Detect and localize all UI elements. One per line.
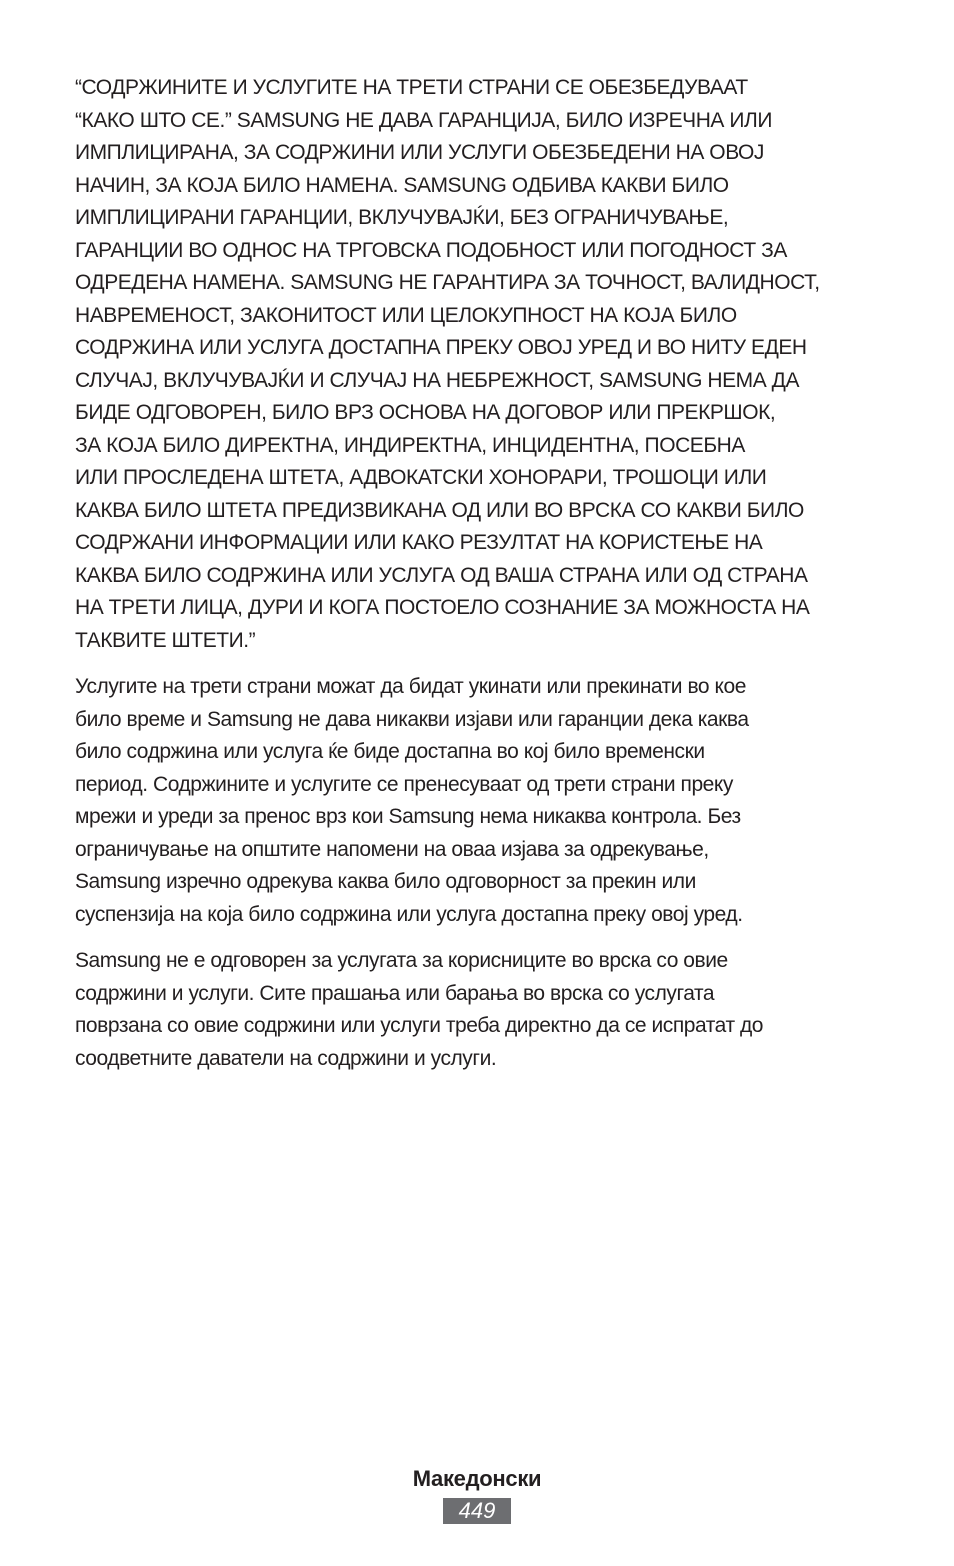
page-body (75, 72, 885, 1075)
text-line: било време и Samsung не дава никакви изјави или гаранции дека каква (75, 707, 749, 731)
text-line: ИЛИ ПРОСЛЕДЕНА ШТЕТА, АДВОКАТСКИ ХОНОРАРИ, ТРОШОЦИ ИЛИ (75, 466, 767, 489)
text-line: ИМПЛИЦИРАНИ ГАРАНЦИИ, ВКЛУЧУВАЈЌИ, БЕЗ ОГРАНИЧУВАЊЕ, (75, 206, 729, 229)
text-line: ИМПЛИЦИРАНА, ЗА СОДРЖИНИ ИЛИ УСЛУГИ ОБЕЗБЕДЕНИ НА ОВОЈ (75, 141, 764, 164)
text-line: содржини и услуги. Сите прашања или барања во врска со услугата (75, 981, 715, 1005)
service-interruption-paragraph (75, 671, 885, 931)
text-line: Услугите на трети страни можат да бидат укинати или прекинати во кое (75, 675, 746, 698)
text-line: БИДЕ ОДГОВОРЕН, БИЛО ВРЗ ОСНОВА НА ДОГОВОР ИЛИ ПРЕКРШОК, (75, 401, 776, 424)
text-line: Samsung не е одговорен за услугата за корисниците во врска со овие (75, 949, 728, 972)
paragraph-spacer (75, 657, 885, 671)
customer-service-paragraph (75, 945, 885, 1075)
text-line: “КАКО ШТО СЕ.” SAMSUNG НЕ ДАВА ГАРАНЦИЈА, БИЛО ИЗРЕЧНА ИЛИ (75, 108, 772, 132)
text-line: НАВРЕМЕНОСТ, ЗАКОНИТОСТ ИЛИ ЦЕЛОКУПНОСТ НА КОЈА БИЛО (75, 303, 737, 327)
text-line: ТАКВИТЕ ШТЕТИ.” (75, 628, 256, 652)
text-line: било содржина или услуга ќе биде достапна во кој било временски (75, 740, 705, 763)
text-line: КАКВА БИЛО СОДРЖИНА ИЛИ УСЛУГА ОД ВАША СТРАНА ИЛИ ОД СТРАНА (75, 563, 808, 587)
text-line: Samsung изречно одрекува каква било одговорност за прекин или (75, 870, 696, 893)
text-line: ЗА КОЈА БИЛО ДИРЕКТНА, ИНДИРЕКТНА, ИНЦИДЕНТНА, ПОСЕБНА (75, 433, 745, 457)
text-line: поврзана со овие содржини или услуги треба директно да се испратат до (75, 1014, 764, 1037)
text-line: НАЧИН, ЗА КОЈА БИЛО НАМЕНА. SAMSUNG ОДБИВА КАКВИ БИЛО (75, 173, 729, 197)
text-line: КАКВА БИЛО ШТЕТА ПРЕДИЗВИКАНА ОД ИЛИ ВО ВРСКА СО КАКВИ БИЛО (75, 498, 804, 522)
page-footer (0, 1462, 954, 1524)
language-label: Македонски (412, 1466, 542, 1491)
text-line: СОДРЖАНИ ИНФОРМАЦИИ ИЛИ КАКО РЕЗУЛТАТ НА КОРИСТЕЊЕ НА (75, 531, 763, 554)
text-line: соодветните даватели на содржини и услуги. (75, 1046, 497, 1070)
paragraph-spacer (75, 931, 885, 945)
disclaimer-paragraph (75, 72, 885, 657)
text-line: СЛУЧАЈ, ВКЛУЧУВАЈЌИ И СЛУЧАЈ НА НЕБРЕЖНОСТ, SAMSUNG НЕМА ДА (75, 368, 799, 392)
text-line: мрежи и уреди за пренос врз кои Samsung нема никаква контрола. Без (75, 805, 741, 828)
text-line: ГАРАНЦИИ ВО ОДНОС НА ТРГОВСКА ПОДОБНОСТ ИЛИ ПОГОДНОСТ ЗА (75, 238, 787, 262)
text-line: “СОДРЖИНИТЕ И УСЛУГИТЕ НА ТРЕТИ СТРАНИ СЕ ОБЕЗБЕДУВААТ (75, 76, 748, 99)
page-number: 449 (443, 1498, 511, 1524)
text-line: суспензија на која било содржина или услуга достапна преку овој уред. (75, 902, 743, 926)
text-line: ОДРЕДЕНА НАМЕНА. SAMSUNG НЕ ГАРАНТИРА ЗА ТОЧНОСТ, ВАЛИДНОСТ, (75, 271, 820, 294)
text-line: период. Содржините и услугите се пренесуваат од трети страни преку (75, 772, 733, 796)
page-number-wrapper (0, 1498, 954, 1524)
text-line: СОДРЖИНА ИЛИ УСЛУГА ДОСТАПНА ПРЕКУ ОВОЈ УРЕД И ВО НИТУ ЕДЕН (75, 336, 807, 359)
text-line: ограничување на општите напомени на оваа изјава за одрекување, (75, 837, 709, 861)
text-line: НА ТРЕТИ ЛИЦА, ДУРИ И КОГА ПОСТОЕЛО СОЗНАНИЕ ЗА МОЖНОСТА НА (75, 596, 810, 619)
